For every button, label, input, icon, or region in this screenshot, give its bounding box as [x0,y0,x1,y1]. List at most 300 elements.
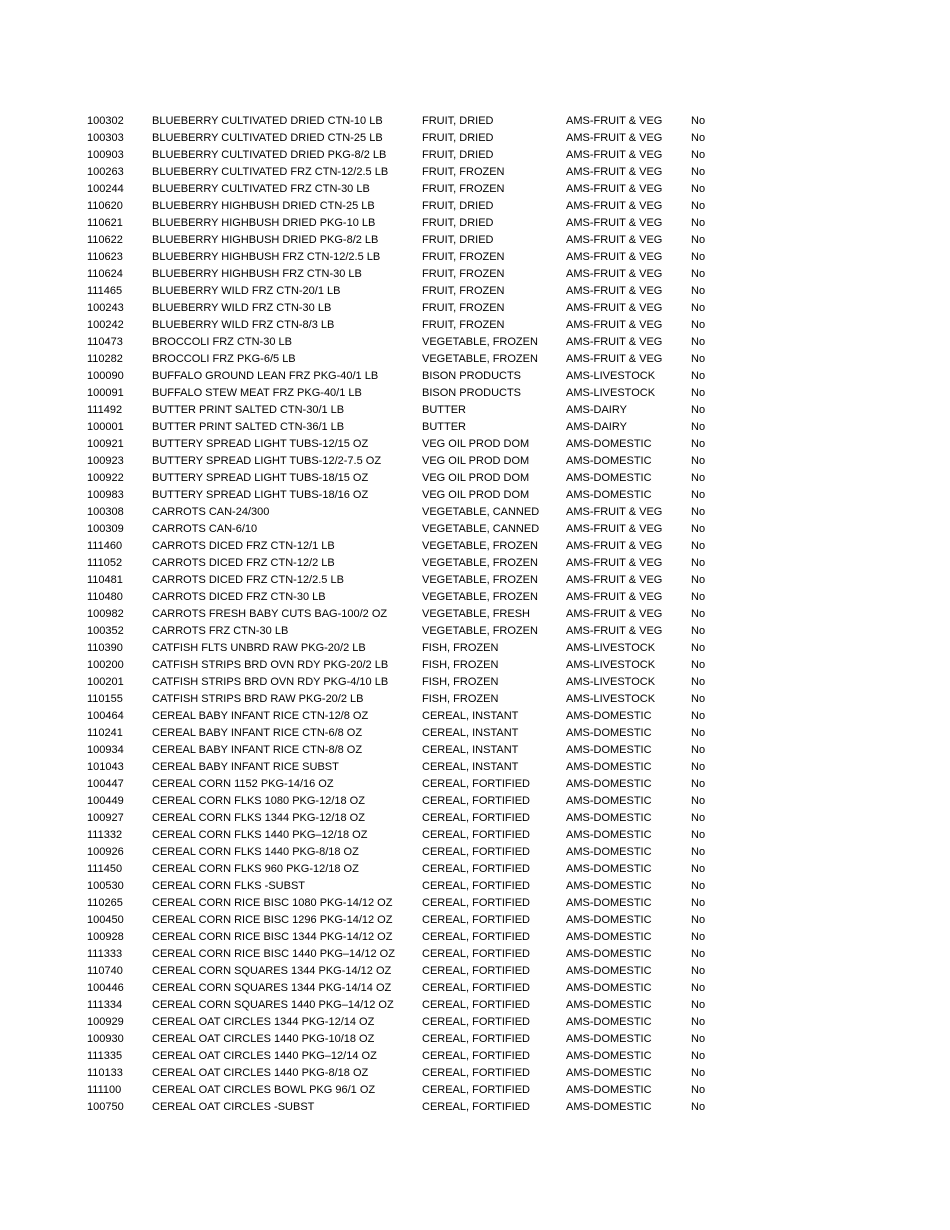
product-category: CEREAL, FORTIFIED [422,1033,530,1045]
product-agency: AMS-DOMESTIC [566,778,652,790]
table-row [87,232,847,249]
product-flag: No [691,829,706,841]
product-flag: No [691,999,706,1011]
table-row [87,776,847,793]
product-flag: No [691,795,706,807]
product-category: VEG OIL PROD DOM [422,455,530,467]
product-description: BLUEBERRY CULTIVATED DRIED CTN-25 LB [152,132,383,144]
product-agency: AMS-FRUIT & VEG [566,115,663,127]
product-category: FRUIT, FROZEN [422,285,505,297]
product-category: CEREAL, FORTIFIED [422,880,530,892]
product-agency: AMS-DOMESTIC [566,1033,652,1045]
product-description: BROCCOLI FRZ PKG-6/5 LB [152,353,296,365]
product-category: BISON PRODUCTS [422,370,522,382]
product-category: FISH, FROZEN [422,693,499,705]
product-category: CEREAL, INSTANT [422,710,519,722]
table-row [87,1014,847,1031]
product-code: 110620 [87,200,123,212]
product-agency: AMS-LIVESTOCK [566,693,656,705]
table-row [87,674,847,691]
product-code: 100309 [87,523,124,535]
product-description: CEREAL BABY INFANT RICE CTN-6/8 OZ [152,727,363,739]
product-code: 100983 [87,489,124,501]
product-agency: AMS-FRUIT & VEG [566,183,663,195]
product-code: 111460 [87,540,123,552]
product-flag: No [691,523,706,535]
product-flag: No [691,438,706,450]
product-flag: No [691,149,706,161]
product-code: 100929 [87,1016,124,1028]
product-agency: AMS-DAIRY [566,421,627,433]
product-agency: AMS-LIVESTOCK [566,659,656,671]
product-code: 111334 [87,999,123,1011]
product-flag: No [691,897,706,909]
product-agency: AMS-FRUIT & VEG [566,302,663,314]
product-description: CARROTS DICED FRZ CTN-12/1 LB [152,540,335,552]
product-flag: No [691,336,706,348]
product-category: FRUIT, FROZEN [422,302,505,314]
product-flag: No [691,353,706,365]
product-category: VEGETABLE, FROZEN [422,625,538,637]
product-flag: No [691,659,706,671]
table-row [87,164,847,181]
product-category: CEREAL, FORTIFIED [422,1084,530,1096]
product-table [87,113,847,1116]
product-agency: AMS-LIVESTOCK [566,676,656,688]
product-agency: AMS-DOMESTIC [566,897,652,909]
product-category: VEG OIL PROD DOM [422,438,530,450]
table-row [87,657,847,674]
product-category: FRUIT, DRIED [422,234,494,246]
product-description: BLUEBERRY CULTIVATED FRZ CTN-30 LB [152,183,370,195]
product-category: BUTTER [422,421,466,433]
product-description: CEREAL OAT CIRCLES BOWL PKG 96/1 OZ [152,1084,376,1096]
product-agency: AMS-DOMESTIC [566,846,652,858]
product-flag: No [691,642,706,654]
product-flag: No [691,931,706,943]
table-row [87,266,847,283]
product-agency: AMS-DOMESTIC [566,812,652,824]
table-row [87,946,847,963]
product-code: 101043 [87,761,124,773]
table-row [87,147,847,164]
product-category: VEG OIL PROD DOM [422,489,530,501]
product-flag: No [691,676,706,688]
product-agency: AMS-DOMESTIC [566,1101,652,1113]
product-description: CEREAL OAT CIRCLES 1440 PKG–12/14 OZ [152,1050,377,1062]
product-category: VEGETABLE, CANNED [422,523,540,535]
table-row [87,589,847,606]
product-code: 100927 [87,812,124,824]
product-description: BROCCOLI FRZ CTN-30 LB [152,336,292,348]
product-category: CEREAL, INSTANT [422,744,519,756]
table-row [87,793,847,810]
table-row [87,521,847,538]
product-flag: No [691,455,706,467]
product-agency: AMS-LIVESTOCK [566,370,656,382]
product-code: 110241 [87,727,123,739]
product-code: 100750 [87,1101,124,1113]
product-agency: AMS-FRUIT & VEG [566,149,663,161]
product-description: CATFISH FLTS UNBRD RAW PKG-20/2 LB [152,642,366,654]
product-agency: AMS-FRUIT & VEG [566,200,663,212]
product-category: VEGETABLE, FROZEN [422,574,538,586]
product-flag: No [691,404,706,416]
product-flag: No [691,744,706,756]
product-flag: No [691,761,706,773]
product-description: CEREAL BABY INFANT RICE SUBST [152,761,339,773]
product-category: FISH, FROZEN [422,659,499,671]
product-description: CEREAL CORN FLKS 1440 PKG–12/18 OZ [152,829,368,841]
product-description: BLUEBERRY HIGHBUSH DRIED PKG-8/2 LB [152,234,379,246]
product-code: 100302 [87,115,124,127]
product-flag: No [691,863,706,875]
product-agency: AMS-FRUIT & VEG [566,285,663,297]
product-description: CEREAL CORN FLKS 960 PKG-12/18 OZ [152,863,359,875]
product-description: BLUEBERRY CULTIVATED DRIED PKG-8/2 LB [152,149,387,161]
product-flag: No [691,370,706,382]
table-row [87,538,847,555]
product-category: VEGETABLE, FROZEN [422,353,538,365]
product-flag: No [691,285,706,297]
product-description: CEREAL BABY INFANT RICE CTN-8/8 OZ [152,744,363,756]
product-code: 111492 [87,404,123,416]
product-description: CEREAL CORN RICE BISC 1080 PKG-14/12 OZ [152,897,393,909]
product-category: FRUIT, DRIED [422,115,494,127]
table-row [87,419,847,436]
product-description: BLUEBERRY HIGHBUSH FRZ CTN-30 LB [152,268,362,280]
product-code: 111332 [87,829,123,841]
product-code: 110621 [87,217,123,229]
product-flag: No [691,489,706,501]
table-row [87,606,847,623]
table-row [87,317,847,334]
product-code: 100090 [87,370,124,382]
product-description: CARROTS DICED FRZ CTN-12/2.5 LB [152,574,344,586]
product-flag: No [691,421,706,433]
product-code: 100308 [87,506,124,518]
product-flag: No [691,557,706,569]
product-code: 100243 [87,302,124,314]
product-category: VEGETABLE, CANNED [422,506,540,518]
table-row [87,725,847,742]
product-code: 110480 [87,591,123,603]
product-code: 111465 [87,285,123,297]
product-category: FRUIT, FROZEN [422,166,505,178]
product-description: BLUEBERRY HIGHBUSH DRIED PKG-10 LB [152,217,376,229]
product-category: CEREAL, FORTIFIED [422,999,530,1011]
product-category: CEREAL, FORTIFIED [422,982,530,994]
product-category: VEGETABLE, FROZEN [422,540,538,552]
product-category: FRUIT, FROZEN [422,268,505,280]
product-category: CEREAL, FORTIFIED [422,897,530,909]
product-code: 100450 [87,914,124,926]
product-agency: AMS-FRUIT & VEG [566,268,663,280]
product-code: 110624 [87,268,123,280]
table-row [87,929,847,946]
product-description: BUFFALO GROUND LEAN FRZ PKG-40/1 LB [152,370,379,382]
product-flag: No [691,1016,706,1028]
product-flag: No [691,166,706,178]
product-description: BUTTERY SPREAD LIGHT TUBS-18/16 OZ [152,489,369,501]
table-row [87,249,847,266]
table-row [87,980,847,997]
product-flag: No [691,965,706,977]
product-description: BUTTER PRINT SALTED CTN-36/1 LB [152,421,345,433]
table-row [87,351,847,368]
product-description: CEREAL OAT CIRCLES -SUBST [152,1101,315,1113]
product-agency: AMS-DOMESTIC [566,914,652,926]
product-flag: No [691,982,706,994]
product-agency: AMS-FRUIT & VEG [566,557,663,569]
product-agency: AMS-DOMESTIC [566,761,652,773]
product-agency: AMS-DOMESTIC [566,829,652,841]
table-row [87,827,847,844]
product-category: FISH, FROZEN [422,642,499,654]
table-row [87,130,847,147]
product-category: CEREAL, FORTIFIED [422,778,530,790]
product-flag: No [691,710,706,722]
product-code: 100934 [87,744,124,756]
product-flag: No [691,319,706,331]
product-code: 100464 [87,710,124,722]
product-code: 100242 [87,319,124,331]
product-description: CEREAL CORN SQUARES 1344 PKG-14/12 OZ [152,965,392,977]
product-agency: AMS-FRUIT & VEG [566,251,663,263]
product-flag: No [691,914,706,926]
product-code: 100930 [87,1033,124,1045]
product-flag: No [691,846,706,858]
product-flag: No [691,1084,706,1096]
product-flag: No [691,540,706,552]
product-code: 100982 [87,608,124,620]
product-code: 110390 [87,642,123,654]
product-agency: AMS-DOMESTIC [566,863,652,875]
product-category: BUTTER [422,404,466,416]
product-description: BUFFALO STEW MEAT FRZ PKG-40/1 LB [152,387,362,399]
product-code: 100201 [87,676,124,688]
product-agency: AMS-FRUIT & VEG [566,353,663,365]
product-category: CEREAL, FORTIFIED [422,1050,530,1062]
product-flag: No [691,693,706,705]
product-description: BLUEBERRY CULTIVATED FRZ CTN-12/2.5 LB [152,166,389,178]
product-category: CEREAL, INSTANT [422,761,519,773]
product-description: CARROTS FRZ CTN-30 LB [152,625,289,637]
product-agency: AMS-FRUIT & VEG [566,217,663,229]
product-agency: AMS-FRUIT & VEG [566,523,663,535]
product-code: 100926 [87,846,124,858]
product-description: CARROTS FRESH BABY CUTS BAG-100/2 OZ [152,608,388,620]
product-agency: AMS-DOMESTIC [566,1050,652,1062]
product-flag: No [691,234,706,246]
product-flag: No [691,1067,706,1079]
product-agency: AMS-DOMESTIC [566,438,652,450]
product-agency: AMS-DAIRY [566,404,627,416]
product-code: 111052 [87,557,123,569]
product-code: 100200 [87,659,124,671]
table-row [87,810,847,827]
product-flag: No [691,472,706,484]
product-description: CARROTS DICED FRZ CTN-12/2 LB [152,557,335,569]
product-description: CARROTS DICED FRZ CTN-30 LB [152,591,326,603]
product-agency: AMS-DOMESTIC [566,472,652,484]
product-agency: AMS-FRUIT & VEG [566,540,663,552]
product-category: CEREAL, FORTIFIED [422,965,530,977]
product-agency: AMS-FRUIT & VEG [566,625,663,637]
product-code: 110133 [87,1067,123,1079]
product-category: CEREAL, FORTIFIED [422,1067,530,1079]
product-agency: AMS-FRUIT & VEG [566,591,663,603]
product-description: CEREAL BABY INFANT RICE CTN-12/8 OZ [152,710,369,722]
table-row [87,963,847,980]
product-code: 100447 [87,778,124,790]
table-row [87,912,847,929]
product-flag: No [691,183,706,195]
table-row [87,691,847,708]
product-code: 111333 [87,948,123,960]
product-category: VEGETABLE, FRESH [422,608,530,620]
product-category: VEGETABLE, FROZEN [422,336,538,348]
product-description: CEREAL CORN RICE BISC 1440 PKG–14/12 OZ [152,948,395,960]
table-row [87,385,847,402]
product-description: CEREAL CORN SQUARES 1344 PKG-14/14 OZ [152,982,392,994]
table-row [87,640,847,657]
product-agency: AMS-FRUIT & VEG [566,234,663,246]
product-agency: AMS-DOMESTIC [566,489,652,501]
product-flag: No [691,1050,706,1062]
product-agency: AMS-FRUIT & VEG [566,574,663,586]
table-row [87,368,847,385]
product-code: 110155 [87,693,123,705]
product-category: FRUIT, DRIED [422,132,494,144]
product-description: BUTTERY SPREAD LIGHT TUBS-12/2-7.5 OZ [152,455,382,467]
product-agency: AMS-DOMESTIC [566,710,652,722]
table-row [87,402,847,419]
product-code: 110622 [87,234,123,246]
product-code: 110623 [87,251,123,263]
product-description: CEREAL CORN FLKS -SUBST [152,880,306,892]
product-category: FISH, FROZEN [422,676,499,688]
product-flag: No [691,625,706,637]
product-code: 111335 [87,1050,123,1062]
product-agency: AMS-DOMESTIC [566,999,652,1011]
product-agency: AMS-FRUIT & VEG [566,166,663,178]
table-row [87,555,847,572]
product-description: CARROTS CAN-24/300 [152,506,270,518]
product-agency: AMS-DOMESTIC [566,1016,652,1028]
table-row [87,742,847,759]
product-agency: AMS-FRUIT & VEG [566,336,663,348]
table-row [87,334,847,351]
product-category: VEGETABLE, FROZEN [422,591,538,603]
table-row [87,1031,847,1048]
product-category: CEREAL, FORTIFIED [422,863,530,875]
table-row [87,504,847,521]
product-flag: No [691,727,706,739]
table-row [87,878,847,895]
product-code: 100922 [87,472,124,484]
product-flag: No [691,200,706,212]
product-code: 111100 [87,1084,122,1096]
product-description: CEREAL CORN 1152 PKG-14/16 OZ [152,778,334,790]
product-description: CEREAL CORN FLKS 1080 PKG-12/18 OZ [152,795,365,807]
product-category: CEREAL, FORTIFIED [422,812,530,824]
table-row [87,283,847,300]
product-description: CATFISH STRIPS BRD OVN RDY PKG-20/2 LB [152,659,389,671]
product-description: BLUEBERRY HIGHBUSH FRZ CTN-12/2.5 LB [152,251,381,263]
product-agency: AMS-DOMESTIC [566,744,652,756]
product-description: CEREAL OAT CIRCLES 1344 PKG-12/14 OZ [152,1016,375,1028]
product-agency: AMS-FRUIT & VEG [566,132,663,144]
table-row [87,1099,847,1116]
product-category: CEREAL, FORTIFIED [422,1101,530,1113]
product-flag: No [691,812,706,824]
product-agency: AMS-DOMESTIC [566,982,652,994]
table-row [87,487,847,504]
product-flag: No [691,387,706,399]
product-description: CARROTS CAN-6/10 [152,523,258,535]
product-description: CEREAL CORN FLKS 1440 PKG-8/18 OZ [152,846,359,858]
product-category: CEREAL, INSTANT [422,727,519,739]
product-agency: AMS-FRUIT & VEG [566,319,663,331]
product-category: VEGETABLE, FROZEN [422,557,538,569]
product-description: CEREAL CORN RICE BISC 1296 PKG-14/12 OZ [152,914,393,926]
product-description: CEREAL CORN SQUARES 1440 PKG–14/12 OZ [152,999,394,1011]
product-description: BLUEBERRY WILD FRZ CTN-20/1 LB [152,285,341,297]
product-code: 110481 [87,574,123,586]
product-flag: No [691,251,706,263]
product-code: 100530 [87,880,124,892]
product-agency: AMS-DOMESTIC [566,1084,652,1096]
product-category: CEREAL, FORTIFIED [422,931,530,943]
table-row [87,844,847,861]
product-category: BISON PRODUCTS [422,387,522,399]
product-category: CEREAL, FORTIFIED [422,1016,530,1028]
product-flag: No [691,1101,706,1113]
product-flag: No [691,302,706,314]
product-agency: AMS-DOMESTIC [566,948,652,960]
product-agency: AMS-DOMESTIC [566,455,652,467]
product-flag: No [691,608,706,620]
product-category: CEREAL, FORTIFIED [422,914,530,926]
product-description: CEREAL CORN FLKS 1344 PKG-12/18 OZ [152,812,365,824]
product-flag: No [691,1033,706,1045]
product-category: VEG OIL PROD DOM [422,472,530,484]
table-row [87,759,847,776]
product-flag: No [691,948,706,960]
product-agency: AMS-LIVESTOCK [566,387,656,399]
table-row [87,1048,847,1065]
product-code: 100263 [87,166,124,178]
product-category: CEREAL, FORTIFIED [422,846,530,858]
product-category: CEREAL, FORTIFIED [422,829,530,841]
product-category: FRUIT, DRIED [422,200,494,212]
product-category: FRUIT, FROZEN [422,319,505,331]
product-code: 110473 [87,336,123,348]
product-description: CEREAL OAT CIRCLES 1440 PKG-10/18 OZ [152,1033,375,1045]
product-description: CATFISH STRIPS BRD RAW PKG-20/2 LB [152,693,364,705]
product-agency: AMS-FRUIT & VEG [566,506,663,518]
product-code: 100449 [87,795,124,807]
product-code: 110265 [87,897,123,909]
product-flag: No [691,591,706,603]
product-category: FRUIT, FROZEN [422,251,505,263]
table-row [87,1082,847,1099]
table-row [87,113,847,130]
product-flag: No [691,217,706,229]
table-row [87,997,847,1014]
table-row [87,215,847,232]
